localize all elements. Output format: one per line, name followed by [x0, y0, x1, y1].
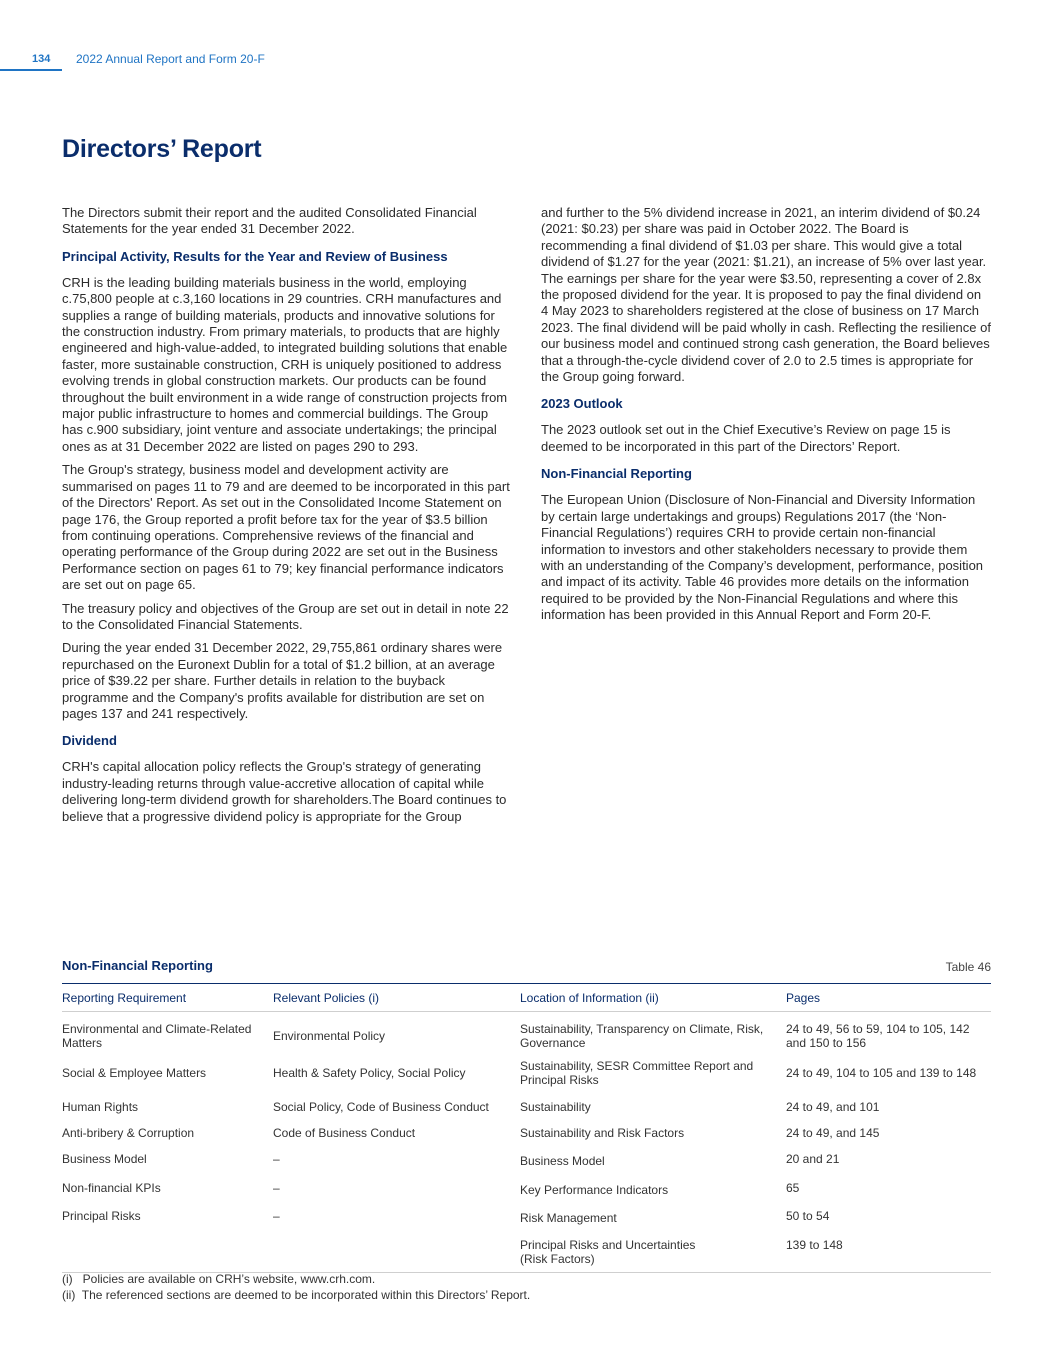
right-column: [541, 205, 991, 631]
footnote: (i) Policies are available on CRH’s website, www.crh.com.: [62, 1272, 376, 1286]
table-cell: Environmental Policy: [273, 1029, 386, 1044]
table-cell: 50 to 54: [786, 1209, 830, 1224]
table-cell: –: [273, 1209, 280, 1224]
table-cell: Non-financial KPIs: [62, 1180, 161, 1195]
table-cell: 20 and 21: [786, 1152, 840, 1167]
principal-paragraph-1: CRH is the leading building materials business in the world, employing c.75,800 people at c.3,160 locations in 29 countries. CRH manufactures and supplies a range of building materials, products and innovative solutions for the construction industry. From primary materials, to products that are highly engineered and high-value-added, to integrated building solutions that enable faster, more sustainable construction, CRH is uniquely positioned to address evolving trends in global construction markets. Our products can be found throughout the built environment in a wide range of construction projects from major public infrastructure to homes and commercial buildings. The Group has c.900 subsidiary, joint venture and associate undertakings; the principal ones as at 31 December 2022 are listed on pages 290 to 293.: [62, 274, 508, 454]
table-cell: –: [273, 1180, 280, 1195]
table-cell: Health & Safety Policy, Social Policy: [273, 1066, 466, 1081]
table-cell: Sustainability, SESR Committee Report and Principal Risks: [520, 1058, 754, 1088]
table-cell: Principal Risks: [62, 1209, 141, 1224]
outlook-paragraph: The 2023 outlook set out in the Chief Executive’s Review on page 15 is deemed to be incorporated in this part of the Directors’ Report.: [541, 422, 951, 454]
data-table: [62, 984, 991, 1273]
table-row: [62, 1230, 991, 1273]
intro-paragraph: The Directors submit their report and the audited Consolidated Financial Statements for the year ended 31 December 2022.: [62, 205, 477, 237]
table-cell: [273, 1230, 520, 1273]
table-row: [62, 1201, 991, 1229]
table-cell: 24 to 49, 104 to 105 and 139 to 148: [786, 1066, 977, 1081]
table-row: [62, 1173, 991, 1201]
table-cell: 139 to 148: [786, 1230, 991, 1273]
table-cell: 24 to 49, 56 to 59, 104 to 105, 142 and 150 to 156: [786, 1022, 970, 1051]
dividend-heading: Dividend: [62, 733, 117, 749]
table-cell: Code of Business Conduct: [273, 1126, 416, 1141]
table-cell: Risk Management: [520, 1211, 617, 1226]
non-financial-reporting-heading: Non-Financial Reporting: [541, 466, 692, 482]
page-number: 134: [32, 53, 51, 65]
table-cell: 65: [786, 1180, 800, 1195]
header-reporting-requirement: Reporting Requirement: [62, 984, 273, 1012]
footnote: (ii) The referenced sections are deemed to be incorporated within this Directors’ Report.: [62, 1288, 531, 1302]
outlook-heading: 2023 Outlook: [541, 396, 623, 412]
running-header-title: 2022 Annual Report and Form 20-F: [76, 52, 265, 66]
table-cell: 24 to 49, and 101: [786, 1099, 880, 1114]
table-footnotes: [62, 1271, 530, 1303]
table-cell: Social & Employee Matters: [62, 1066, 207, 1081]
table-row: [62, 1055, 991, 1092]
header-location-of-information: Location of Information (ii): [520, 984, 786, 1012]
table-row: [62, 1118, 991, 1144]
principal-paragraph-3: The treasury policy and objectives of the Group are set out in detail in note 22 to the Consolidated Financial Statements.: [62, 600, 509, 632]
table-cell: Business Model: [520, 1154, 605, 1169]
table-cell: Sustainability: [520, 1099, 591, 1114]
table-cell: Environmental and Climate-Related Matters: [62, 1022, 252, 1051]
table-header-row: [62, 984, 991, 1012]
non-financial-reporting-table: [62, 958, 991, 1273]
table-cell: Sustainability and Risk Factors: [520, 1126, 685, 1141]
table-cell: Social Policy, Code of Business Conduct: [273, 1099, 489, 1114]
non-financial-reporting-paragraph: The European Union (Disclosure of Non-Financial and Diversity Information by certain large undertakings and groups) Regulations 2017 (the ‘Non-Financial Regulations’) requires CRH to provide certain non-financial information to investors and other stakeholders necessary to provide them with an understanding of the Company’s development, performance, position and impact of its activity. Table 46 provides more details on the information required to be provided by the Non-Financial Regulations and where this information has been provided in this Annual Report and Form 20-F.: [541, 492, 984, 623]
table-cell: 24 to 49, and 145: [786, 1126, 880, 1141]
header-pages: Pages: [786, 984, 991, 1012]
table-cell: –: [273, 1152, 280, 1167]
header-relevant-policies: Relevant Policies (i): [273, 984, 520, 1012]
table-row: [62, 1012, 991, 1055]
left-column: [62, 205, 512, 832]
header-accent-rule: [0, 69, 62, 71]
principal-paragraph-4: During the year ended 31 December 2022, 29,755,861 ordinary shares were repurchased on the Euronext Dublin for a total of $1.2 billion, at an average price of $39.22 per share. Further details in relation to the buyback programme and the Company's profits available for distribution are set on pages 137 and 241 respectively.: [62, 640, 503, 721]
table-title: Non-Financial Reporting: [62, 958, 213, 973]
table-cell: Business Model: [62, 1152, 147, 1167]
page-title: Directors’ Report: [62, 135, 262, 163]
principal-paragraph-2: The Group's strategy, business model and development activity are summarised on pages 11 to 79 and are deemed to be incorporated in this part of the Directors' Report. As set out in the Consolidated Income Statement on page 176, the Group reported a profit before tax for the year of $3.5 billion from continuing operations. Comprehensive reviews of the financial and operating performance of the Group during 2022 are set out in the Business Performance section on pages 61 to 79; key financial performance indicators are set out on page 65.: [62, 462, 510, 593]
table-row: [62, 1092, 991, 1118]
table-cell: Sustainability, Transparency on Climate, Risk, Governance: [520, 1022, 764, 1051]
table-cell: Human Rights: [62, 1099, 139, 1114]
table-cell: Anti-bribery & Corruption: [62, 1126, 195, 1141]
table-cell: Principal Risks and Uncertainties (Risk Factors): [520, 1230, 786, 1273]
dividend-continued-paragraph: and further to the 5% dividend increase in 2021, an interim dividend of $0.24 (2021: $0.23) per share was paid in October 2022. The Board is recommending a final dividend of $1.03 per share. This would give a total dividend of $1.27 for the year (2021: $1.21), an increase of 5% over last year. The earnings per share for the year were $3.50, representing a cover of 2.8x the proposed dividend for the year. It is proposed to pay the final dividend on 4 May 2023 to shareholders registered at the close of business on 17 March 2023. The final dividend will be paid wholly in cash. Reflecting the resilience of our business model and continued strong cash generation, the Board believes that a through-the-cycle dividend cover of 2.0 to 2.5 times is appropriate for the Group going forward.: [541, 205, 991, 385]
table-cell: Key Performance Indicators: [520, 1182, 669, 1197]
principal-activity-heading: Principal Activity, Results for the Year and Review of Business: [62, 248, 448, 264]
table-row: [62, 1144, 991, 1172]
dividend-paragraph: CRH's capital allocation policy reflects the Group's strategy of generating industry-leading returns through value-accretive allocation of capital while delivering long-term dividend growth for shareholders.The Board continues to believe that a progressive dividend policy is appropriate for the Group: [62, 759, 507, 824]
table-number-label: Table 46: [945, 960, 991, 974]
table-cell: [62, 1230, 273, 1273]
